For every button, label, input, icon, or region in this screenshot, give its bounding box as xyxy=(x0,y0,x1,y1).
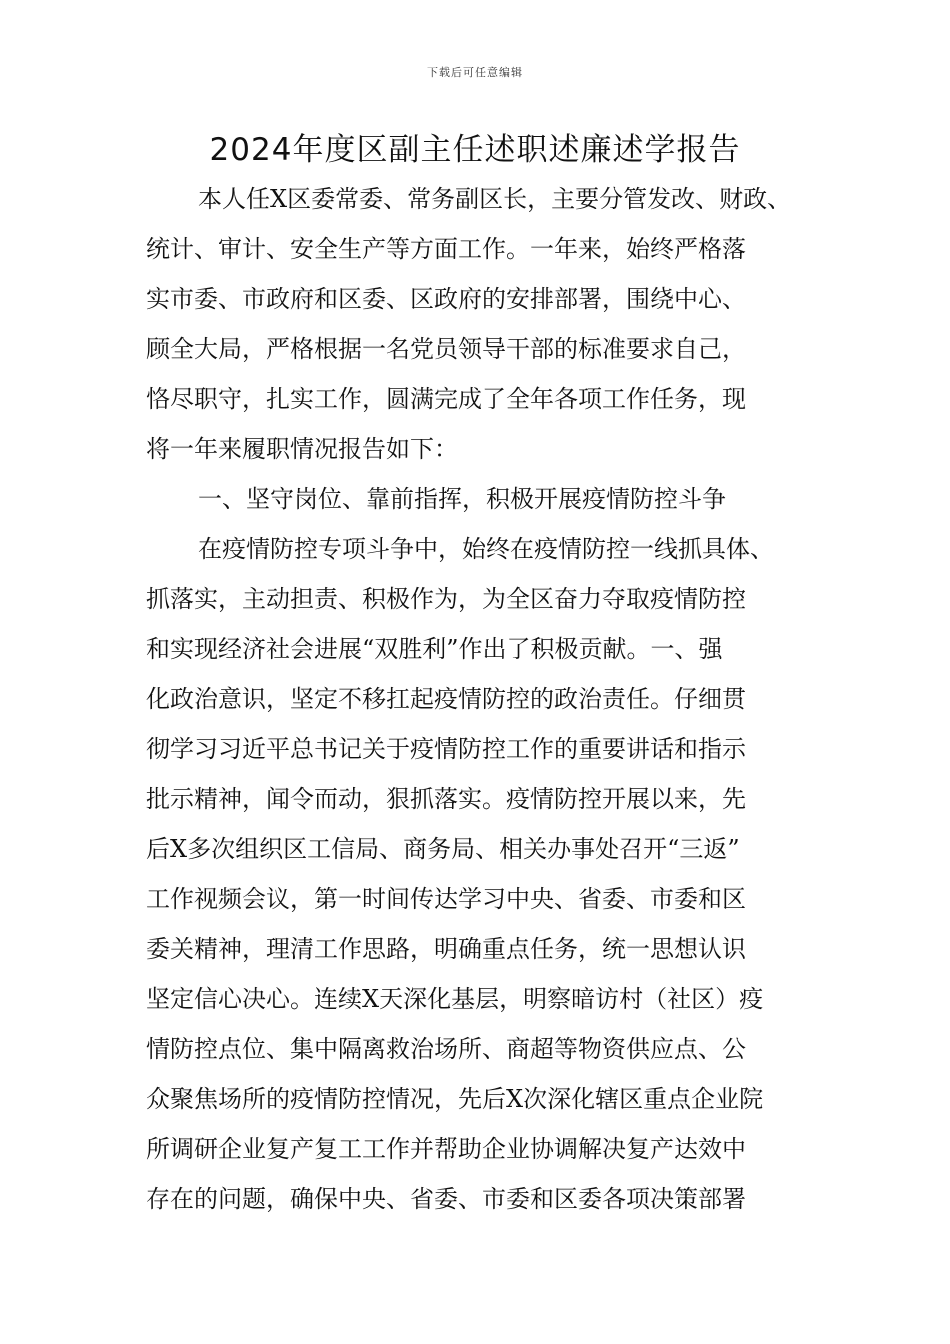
text-line: 在疫情防控专项斗争中，始终在疫情防控一线抓具体、 xyxy=(198,535,774,563)
text-line: 所调研企业复产复工工作并帮助企业协调解决复产达效中 xyxy=(146,1135,746,1163)
text-line: 情防控点位、集中隔离救治场所、商超等物资供应点、公 xyxy=(146,1035,746,1063)
text-line: 委关精神，理清工作思路，明确重点任务，统一思想认识 xyxy=(146,935,746,963)
text-line: 本人任X区委常委、常务副区长，主要分管发改、财政、 xyxy=(198,185,792,213)
text-line: 和实现经济社会进展“双胜利”作出了积极贡献。一、强 xyxy=(146,635,723,663)
header-note: 下载后可任意编辑 xyxy=(427,66,523,79)
text-line: 批示精神，闻令而动，狠抓落实。疫情防控开展以来，先 xyxy=(146,785,746,813)
text-line: 后X多次组织区工信局、商务局、相关办事处召开“三返” xyxy=(146,835,740,863)
document-body xyxy=(146,174,808,1224)
text-line: 化政治意识，坚定不移扛起疫情防控的政治责任。仔细贯 xyxy=(146,685,746,713)
section-heading: 一、坚守岗位、靠前指挥，积极开展疫情防控斗争 xyxy=(198,485,726,513)
text-line: 存在的问题，确保中央、省委、市委和区委各项决策部署 xyxy=(146,1185,746,1213)
text-line: 众聚焦场所的疫情防控情况，先后X次深化辖区重点企业院 xyxy=(146,1085,764,1113)
text-line: 顾全大局，严格根据一名党员领导干部的标准要求自己， xyxy=(146,335,746,363)
document-title: 2024年度区副主任述职述廉述学报告 xyxy=(209,132,741,168)
text-line: 实市委、市政府和区委、区政府的安排部署，围绕中心、 xyxy=(146,285,746,313)
text-line: 工作视频会议，第一时间传达学习中央、省委、市委和区 xyxy=(146,885,746,913)
text-line: 统计、审计、安全生产等方面工作。一年来，始终严格落 xyxy=(146,235,746,263)
text-line: 抓落实，主动担责、积极作为，为全区奋力夺取疫情防控 xyxy=(146,585,746,613)
text-line: 彻学习习近平总书记关于疫情防控工作的重要讲话和指示 xyxy=(146,735,746,763)
text-line: 将一年来履职情况报告如下： xyxy=(146,435,458,463)
text-line: 坚定信心决心。连续X天深化基层，明察暗访村（社区）疫 xyxy=(146,985,764,1013)
text-line: 恪尽职守，扎实工作，圆满完成了全年各项工作任务，现 xyxy=(146,385,746,413)
